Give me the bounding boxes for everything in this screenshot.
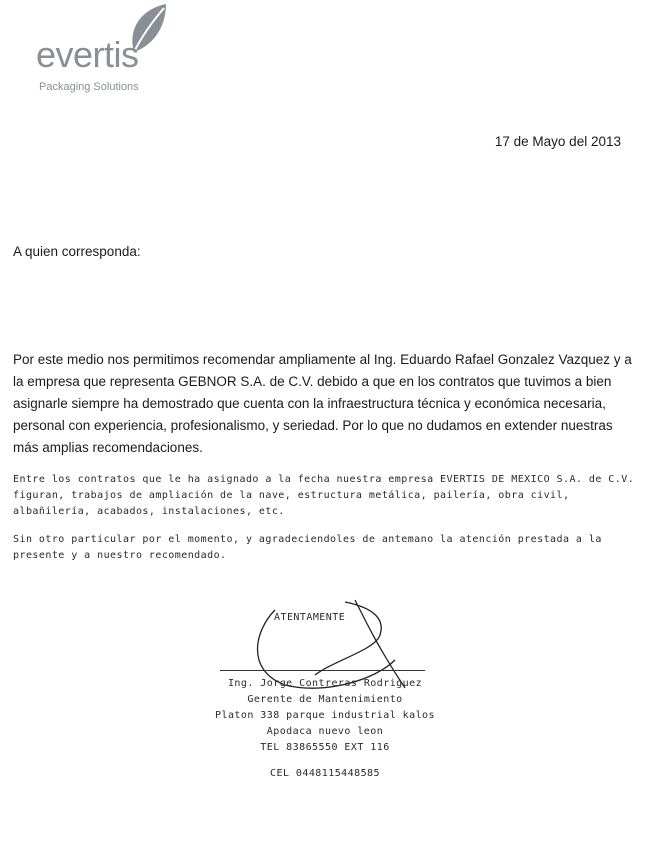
signer-city: Apodaca nuevo leon <box>266 726 384 737</box>
logo-wordmark: evertis <box>36 34 139 75</box>
signer-name: Ing. Jorge Contreras Rodriguez <box>227 678 423 689</box>
closing-word: ATENTAMENTE <box>274 612 346 623</box>
signer-phone: TEL 83865550 EXT 116 <box>260 742 390 753</box>
main-paragraph: Por este medio nos permitimos recomendar ampliamente al Ing. Eduardo Rafael Gonzalez Vazquez y a la empresa que representa GEBNOR S.A. de C.V. debido a que en los contratos que tuvimos a bien asignarle siempre ha demostrado que cuenta con la infraestructura técnica y económica necesaria, personal con experiencia, profesionalismo, y seriedad. Por lo que no dudamos en extender nuestras más amplias recomendaciones. <box>13 352 632 455</box>
signer-cell: CEL 0448115448585 <box>270 768 380 779</box>
salutation: A quien corresponda: <box>13 244 141 259</box>
signature-line <box>220 670 425 671</box>
letter-date: 17 de Mayo del 2013 <box>494 134 621 149</box>
contracts-paragraph: Entre los contratos que le ha asignado a la fecha nuestra empresa EVERTIS DE MEXICO S.A. de C.V. figuran, trabajos de ampliación de la nave, estructura metálica, pailería, obra civil, albañilería, acabados, instalaciones, etc. <box>13 474 635 517</box>
signature-block <box>195 676 455 782</box>
logo-tagline: Packaging Solutions <box>39 81 139 93</box>
company-logo <box>36 2 186 94</box>
signer-title: Gerente de Mantenimiento <box>247 694 403 705</box>
signer-address: Platon 338 parque industrial kalos <box>215 710 435 721</box>
closing-paragraph: Sin otro particular por el momento, y agradeciendoles de antemano la atención prestada a la presente y a nuestro recomendado. <box>13 534 602 561</box>
